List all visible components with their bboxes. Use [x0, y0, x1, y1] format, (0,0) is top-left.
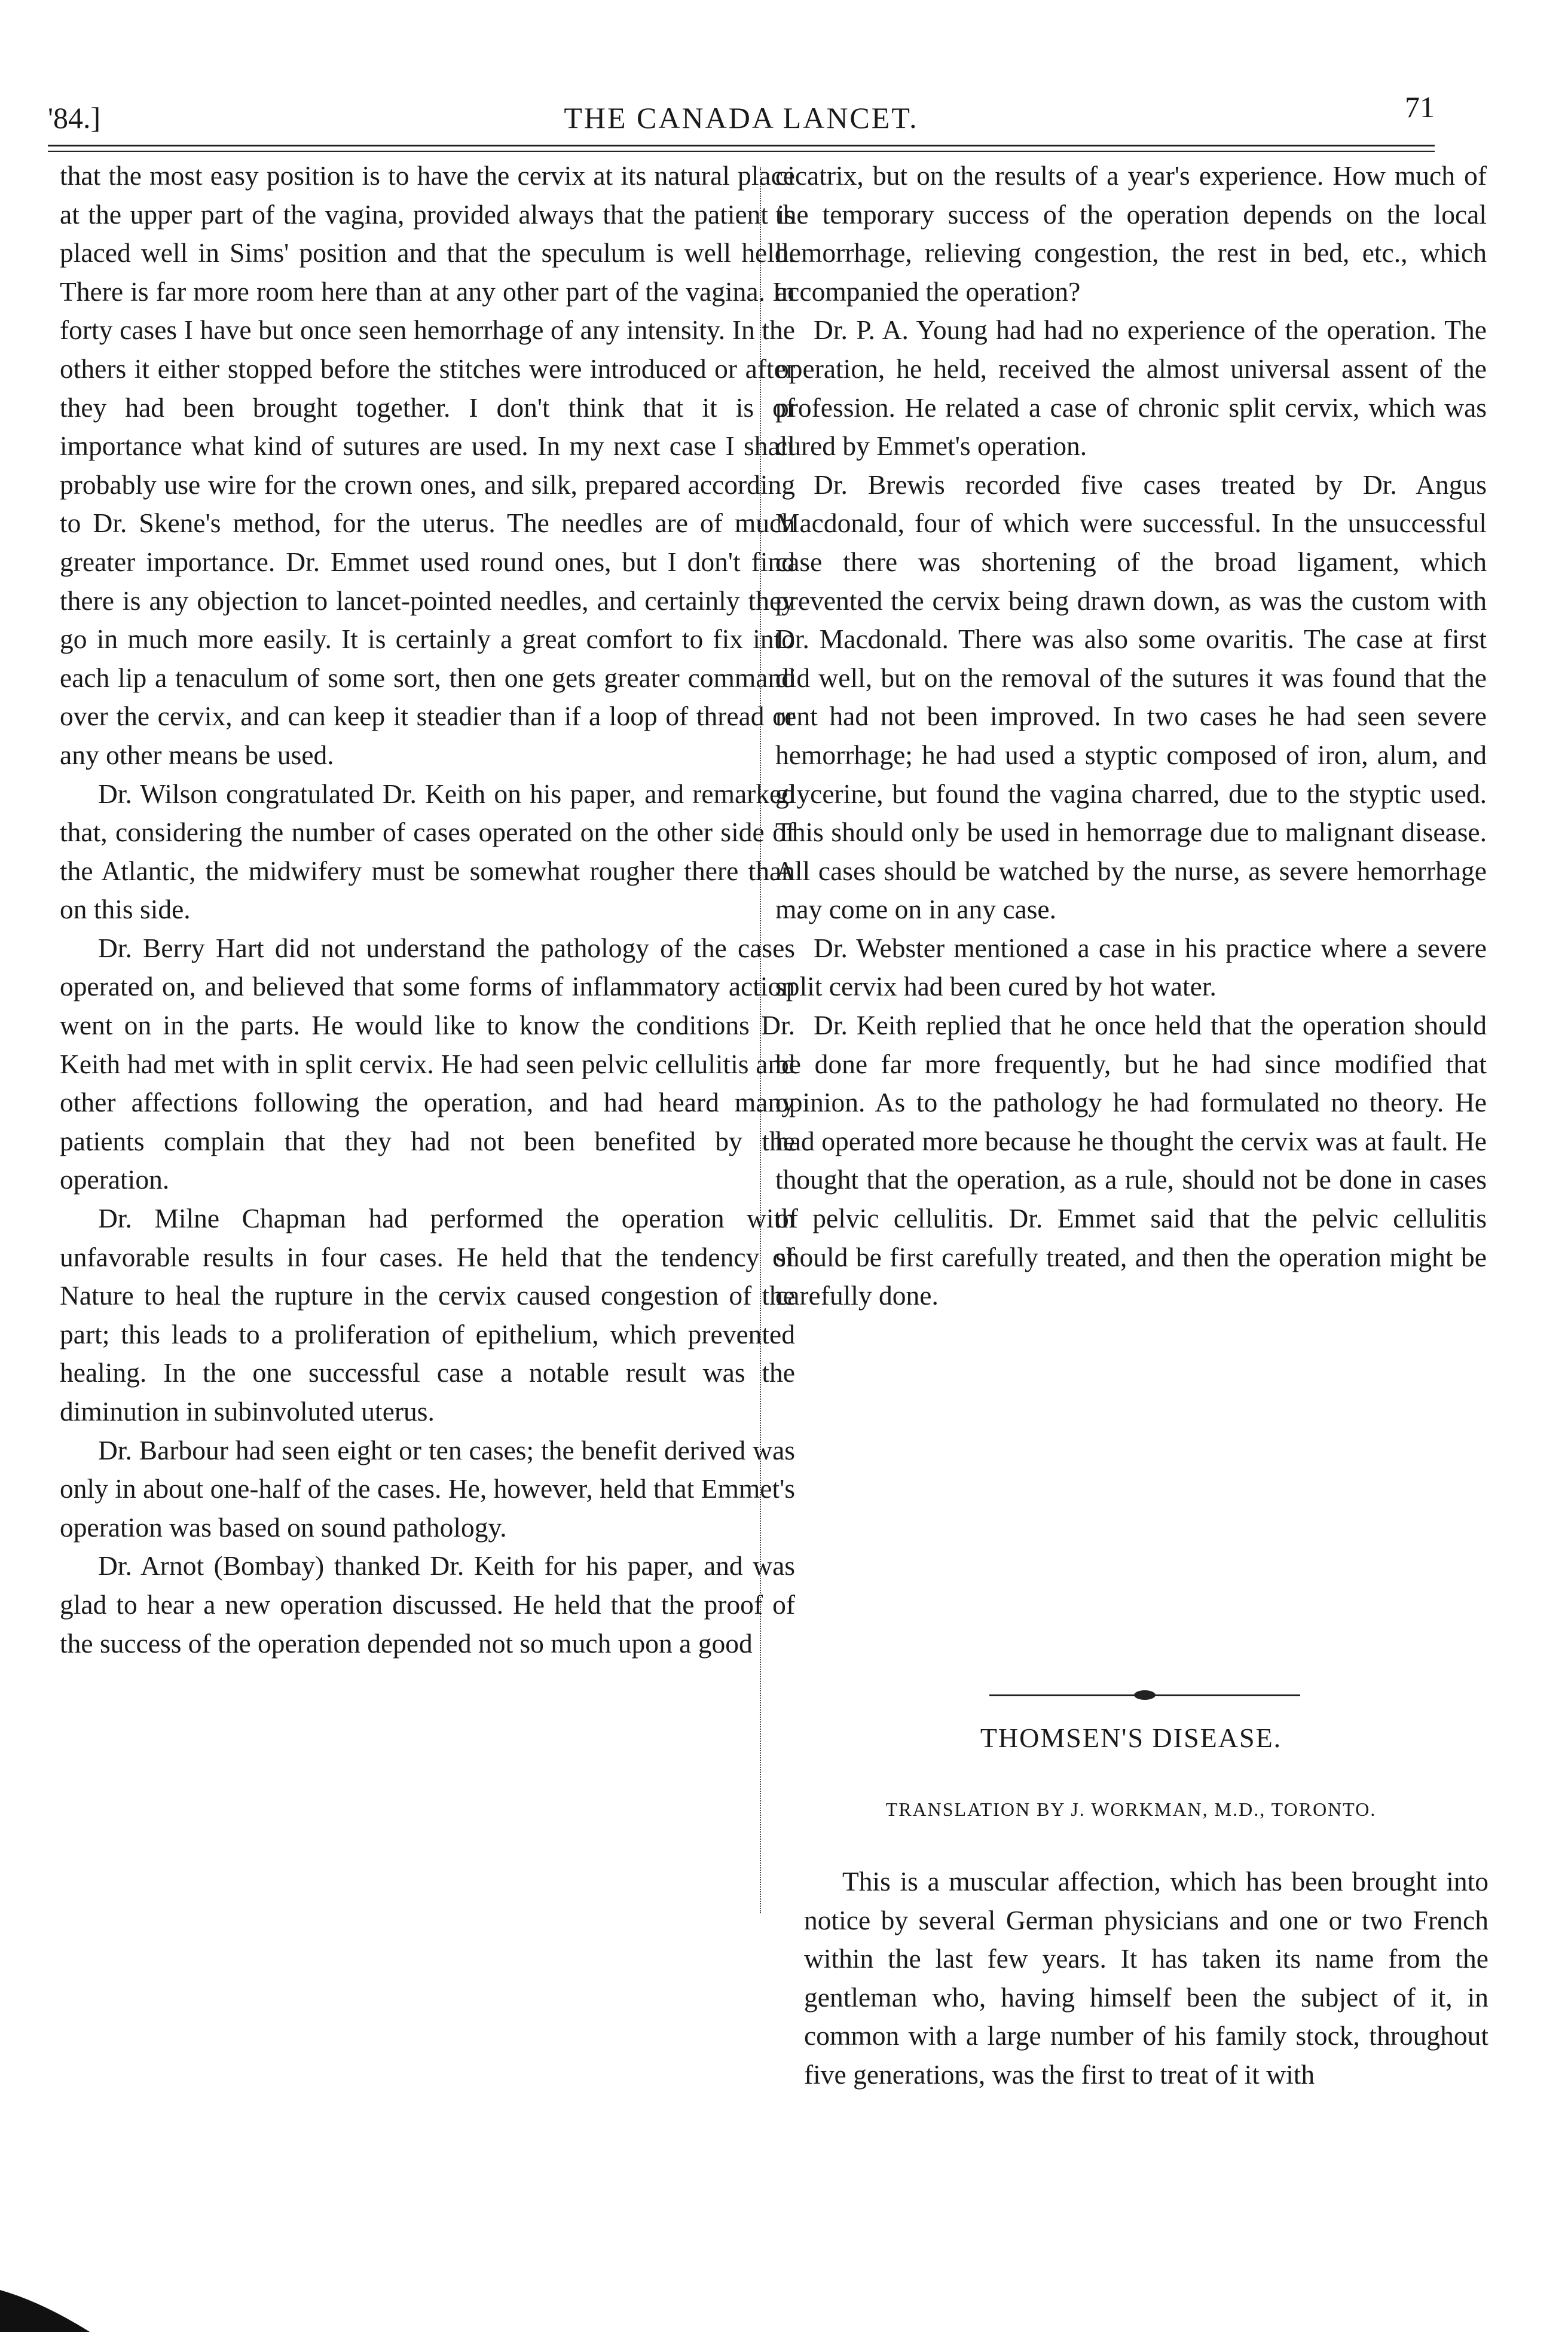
right-paragraph-4: Dr. Webster mentioned a case in his practice where a severe split cervix had been cured by hot water. [775, 932, 1487, 1002]
article-title: THOMSEN'S DISEASE. [980, 1723, 1282, 1753]
column-divider [760, 167, 761, 1913]
section-ornament [989, 1691, 1300, 1699]
right-paragraph-1: cicatrix, but on the results of a year's experience. How much of the temporary success of the operation depends on the local hemorrhage, relieving congestion, the rest in bed, etc., which accompanied the operation? [775, 160, 1487, 307]
left-paragraph-6: Dr. Arnot (Bombay) thanked Dr. Keith for his paper, and was glad to hear a new operation discussed. He held that the proof of the success of the operation depended not so much upon a good [60, 1550, 795, 1659]
left-paragraph-4: Dr. Milne Chapman had performed the operation with unfavorable results in four cases. He held that the tendency of Nature to heal the rupture in the cervix caused congestion of the part; this leads to a proliferation of epithelium, which prevented healing. In the one successful case a notable result was the diminution in subinvoluted uterus. [60, 1203, 795, 1427]
header-rule [48, 145, 1435, 152]
ornament-bullet [1134, 1690, 1156, 1700]
page-header [48, 84, 1435, 143]
left-paragraph-5: Dr. Barbour had seen eight or ten cases; the benefit derived was only in about one-half of the cases. He, however, held that Emmet's operation was based on sound pathology. [60, 1434, 795, 1543]
article-paragraph-1: This is a muscular affection, which has been brought into notice by several German physicians and one or two French within the last few years. It has taken its name from the gentleman who, having himself been the subject of it, in common with a large number of his family stock, throughout five generations, was the first to treat of it with [804, 1866, 1488, 2090]
article-byline: TRANSLATION BY J. WORKMAN, M.D., TORONTO. [885, 1798, 1377, 1820]
article-body [804, 1862, 1488, 2094]
right-paragraph-2: Dr. P. A. Young had had no experience of the operation. The operation, he held, received the almost universal assent of the profession. He related a case of chronic split cervix, which was cured by Emmet's operation. [775, 314, 1487, 462]
right-paragraph-5: Dr. Keith replied that he once held that the operation should be done far more frequently, but he had since modified that opinion. As to the pathology he had formulated no theory. He had operated more because he thought the cervix was at fault. He thought that the operation, as a rule, should not be done in cases of pelvic cellulitis. Dr. Emmet said that the pelvic cellulitis should be first carefully treated, and then the operation might be carefully done. [775, 1010, 1487, 1311]
scan-edge-shadow [0, 2212, 120, 2332]
left-paragraph-2: Dr. Wilson congratulated Dr. Keith on his paper, and remarked that, considering the number of cases operated on the other side of the Atlantic, the midwifery must be somewhat rougher there than on this side. [60, 778, 795, 925]
left-column [60, 157, 795, 2201]
left-paragraph-3: Dr. Berry Hart did not understand the pathology of the cases operated on, and believed that some forms of inflammatory action went on in the parts. He would like to know the conditions Dr. Keith had met with in split cervix. He had seen pelvic cellulitis and other affections following the operation, and had heard many patients complain that they had not been benefited by the operation. [60, 932, 795, 1195]
page-number: 71 [1405, 90, 1435, 124]
right-paragraph-3: Dr. Brewis recorded five cases treated by Dr. Angus Macdonald, four of which were successful. In the unsuccessful case there was shortening of the broad ligament, which prevented the cervix being drawn down, as was the custom with Dr. Macdonald. There was also some ovaritis. The case at first did well, but on the removal of the sutures it was found that the rent had not been improved. In two cases he had seen severe hemorrhage; he had used a styptic composed of iron, alum, and glycerine, but found the vagina charred, due to the styptic used. This should only be used in hemorrage due to malignant disease. All cases should be watched by the nurse, as severe hemorrhage may come on in any case. [775, 469, 1487, 925]
journal-title: THE CANADA LANCET. [564, 101, 919, 135]
volume-reference: '84.] [48, 101, 101, 135]
left-paragraph-1: that the most easy position is to have the cervix at its natural place at the upper part of the vagina, provided always that the patient is placed well in Sims' position and that the speculum is well held. There is far more room here than at any other part of the vagina. In forty cases I have but once seen hemorrhage of any intensity. In the others it either stopped before the stitches were introduced or after they had been brought together. I don't think that it is of importance what kind of sutures are used. In my next case I shall probably use wire for the crown ones, and silk, prepared according to Dr. Skene's method, for the uterus. The needles are of much greater importance. Dr. Emmet used round ones, but I don't find there is any objection to lancet-pointed needles, and certainly they go in much more easily. It is certainly a great comfort to fix into each lip a tenaculum of some sort, then one gets greater command over the cervix, and can keep it steadier than if a loop of thread or any other means be used. [60, 160, 795, 770]
